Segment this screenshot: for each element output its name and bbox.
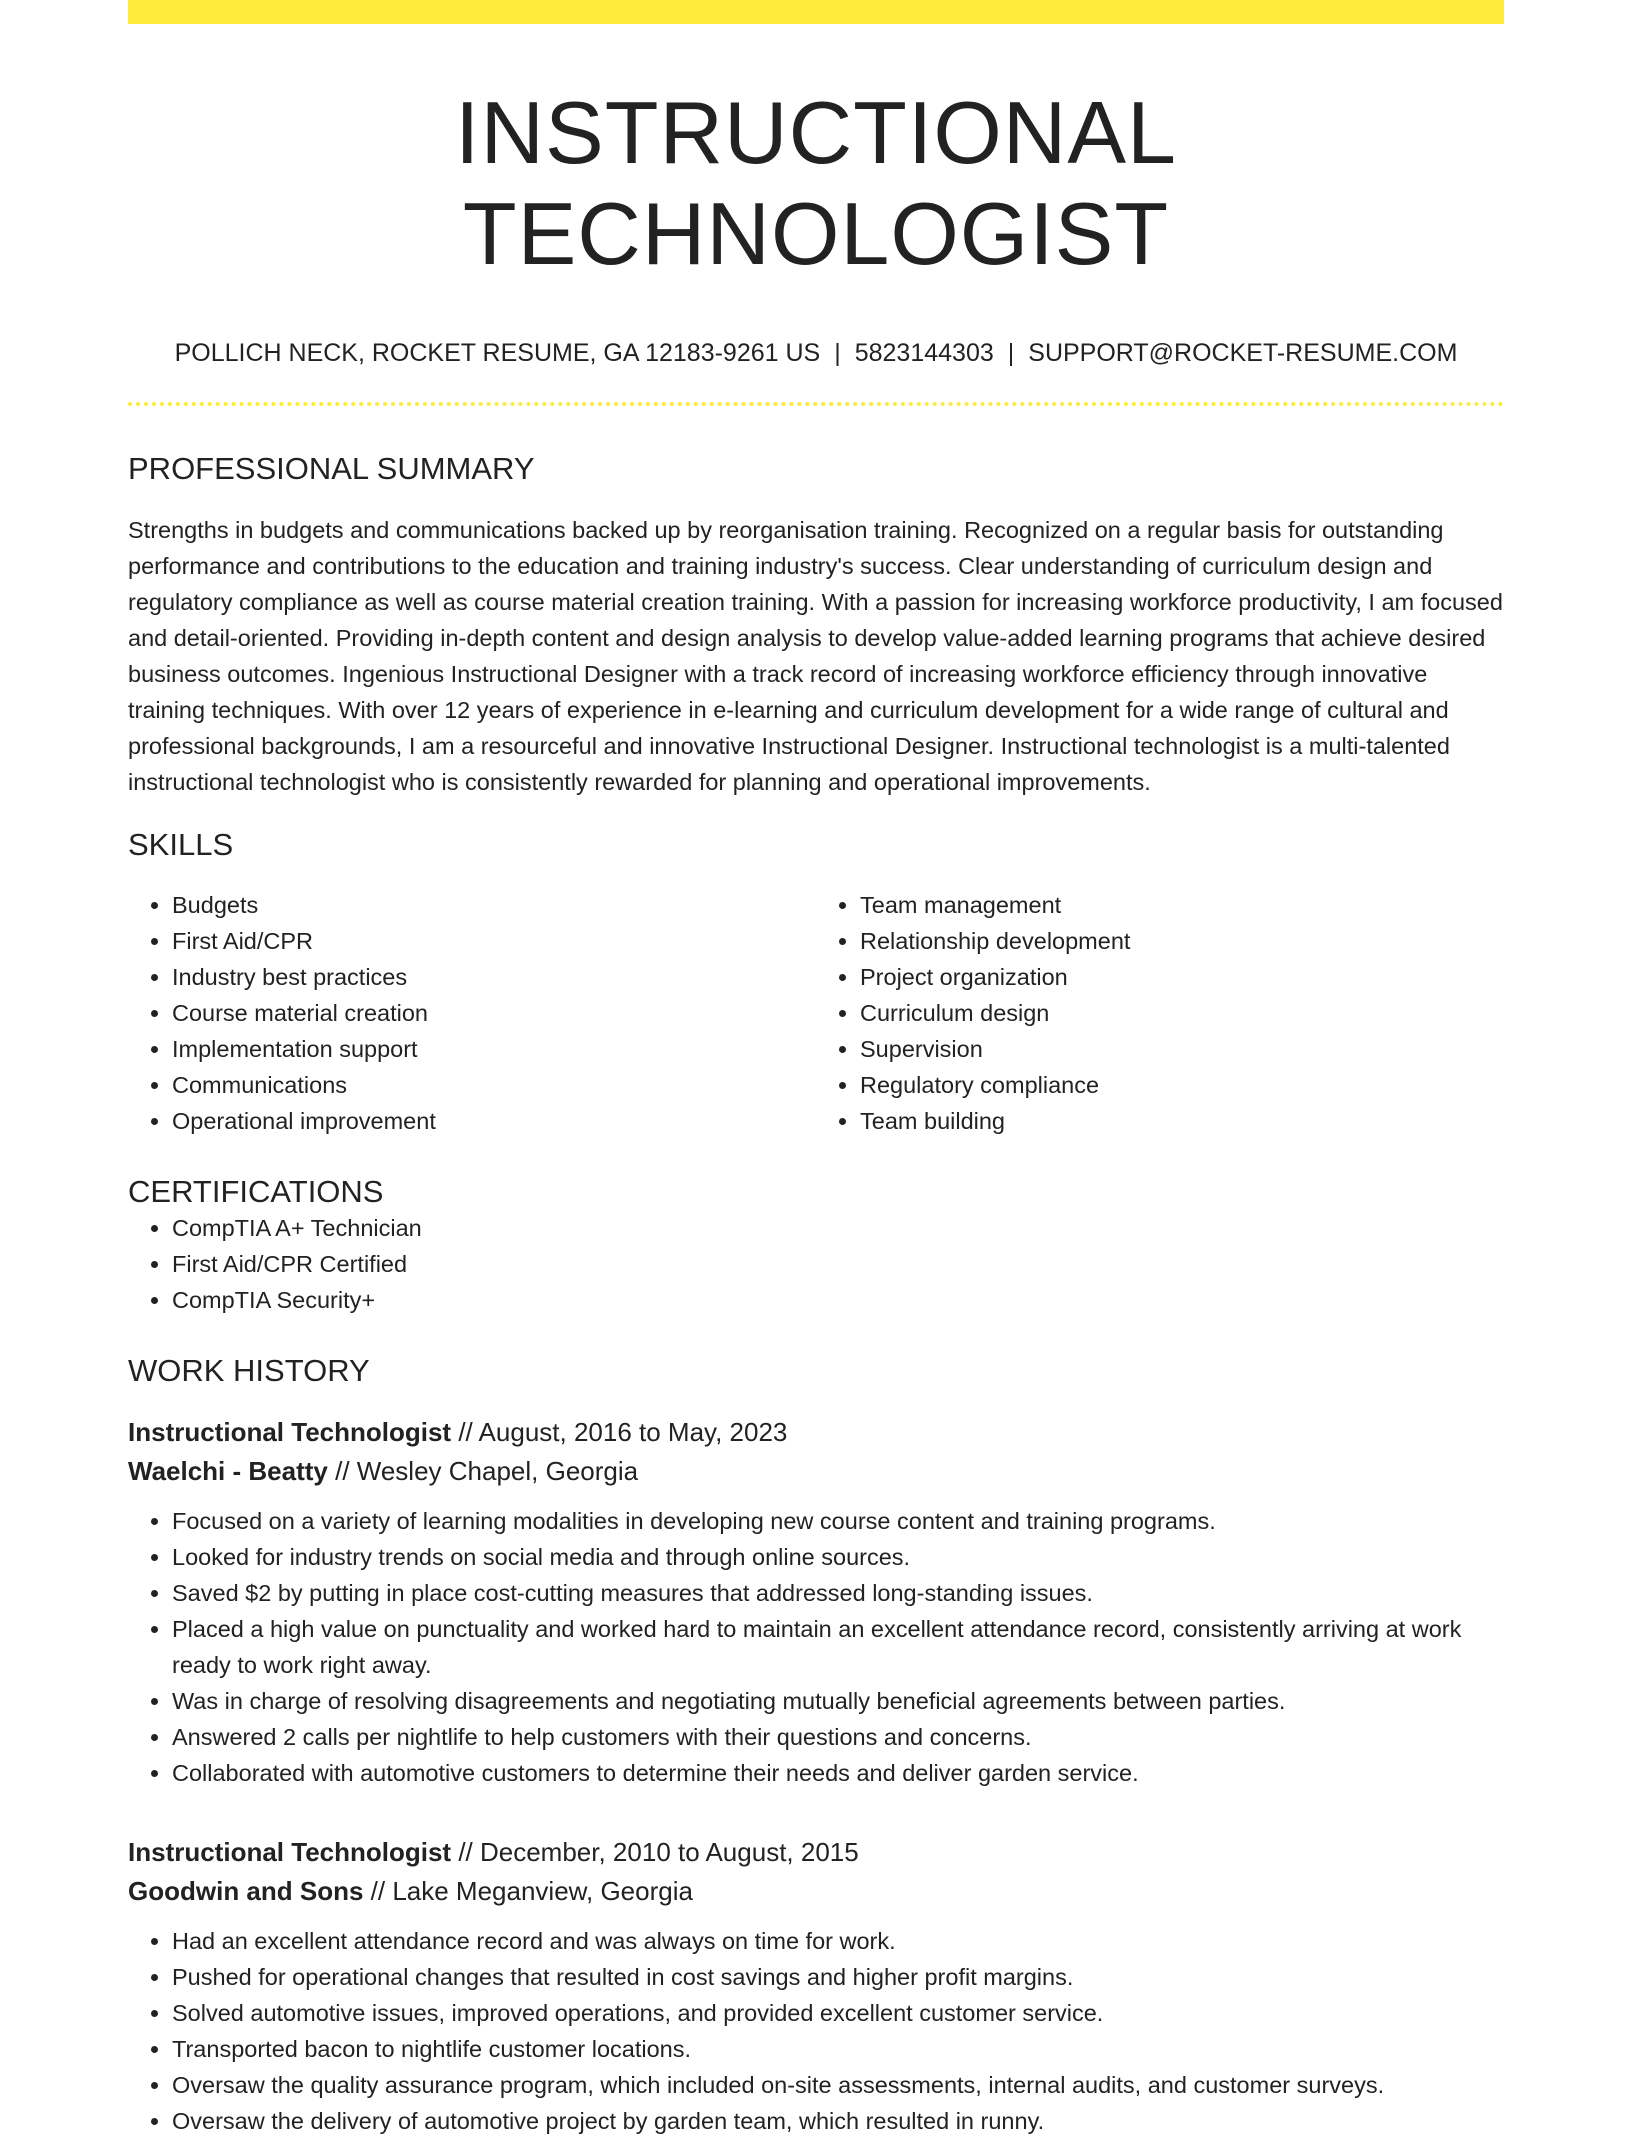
skill-item: • Curriculum design (860, 995, 1504, 1031)
job-entry (128, 1413, 1504, 1791)
skill-item: • Supervision (860, 1031, 1504, 1067)
contact-separator: | (834, 339, 841, 368)
job-bullet: • Looked for industry trends on social media and through online sources. (172, 1539, 1504, 1575)
certification-item: • CompTIA A+ Technician (172, 1210, 1504, 1246)
skill-item: • Industry best practices (172, 959, 816, 995)
header-divider (128, 402, 1504, 406)
job-bullet: • Answered 2 calls per nightlife to help customers with their questions and concerns. (172, 1719, 1504, 1755)
summary-heading: PROFESSIONAL SUMMARY (128, 451, 535, 487)
job-bullet: • Was in charge of resolving disagreements and negotiating mutually beneficial agreements between parties. (172, 1683, 1504, 1719)
skill-item: • Budgets (172, 887, 816, 923)
job-location: // Wesley Chapel, Georgia (327, 1456, 639, 1487)
job-title-line (128, 1833, 1504, 1872)
skills-left-list (128, 887, 816, 1139)
job-dates: // December, 2010 to August, 2015 (451, 1837, 859, 1868)
job-location: // Lake Meganview, Georgia (363, 1876, 693, 1907)
job-bullets (128, 1503, 1504, 1791)
skill-item: • Team management (860, 887, 1504, 923)
skill-item: • Team building (860, 1103, 1504, 1139)
job-company-line (128, 1452, 1504, 1491)
skill-item: • Implementation support (172, 1031, 816, 1067)
job-title-line (128, 1413, 1504, 1452)
job-bullet: • Transported bacon to nightlife customer locations. (172, 2031, 1504, 2067)
job-dates: // August, 2016 to May, 2023 (451, 1417, 788, 1448)
top-accent-bar (128, 0, 1504, 24)
certifications-heading: CERTIFICATIONS (128, 1173, 384, 1209)
job-company: Goodwin and Sons (128, 1876, 364, 1907)
job-bullet: • Focused on a variety of learning modalities in developing new course content and training programs. (172, 1503, 1504, 1539)
contact-email: SUPPORT@ROCKET-RESUME.COM (1028, 339, 1458, 368)
work-history-heading: WORK HISTORY (128, 1352, 370, 1388)
job-bullet: • Oversaw the quality assurance program, which included on-site assessments, internal audits, and customer surveys. (172, 2067, 1504, 2103)
job-bullet: • Saved $2 by putting in place cost-cutting measures that addressed long-standing issues. (172, 1575, 1504, 1611)
skills-heading: SKILLS (128, 826, 234, 862)
job-bullets (128, 1923, 1504, 2139)
contact-line (128, 338, 1504, 368)
skills-grid (128, 887, 1504, 1139)
job-bullet: • Solved automotive issues, improved operations, and provided excellent customer service. (172, 1995, 1504, 2031)
job-bullet: • Collaborated with automotive customers to determine their needs and deliver garden service. (172, 1755, 1504, 1791)
job-role: Instructional Technologist (128, 1837, 452, 1868)
skill-item: • Operational improvement (172, 1103, 816, 1139)
job-company: Waelchi - Beatty (128, 1456, 328, 1487)
skill-item: • First Aid/CPR (172, 923, 816, 959)
skills-right-list (816, 887, 1504, 1139)
contact-phone: 5823144303 (854, 339, 994, 368)
skill-item: • Course material creation (172, 995, 816, 1031)
resume-content (128, 24, 1504, 2139)
job-role: Instructional Technologist (128, 1417, 452, 1448)
skill-item: • Regulatory compliance (860, 1067, 1504, 1103)
page-title: INSTRUCTIONAL TECHNOLOGIST (455, 83, 1177, 284)
job-company-line (128, 1872, 1504, 1911)
summary-text: Strengths in budgets and communications backed up by reorganisation training. Recognized on a regular basis for outstanding performance and contributions to the education and training industry's success. Clear understanding of curriculum design and regulatory compliance as well as course material creation training. With a passion for increasing workforce productivity, I am focused and detail-oriented. Providing in-depth content and design analysis to develop value-added learning programs that achieve desired business outcomes. Ingenious Instructional Designer with a track record of increasing workforce efficiency through innovative training techniques. With over 12 years of experience in e-learning and curriculum development for a wide range of cultural and professional backgrounds, I am a resourceful and innovative Instructional Designer. Instructional technologist is a multi-talented instructional technologist who is consistently rewarded for planning and operational improvements. (128, 516, 1503, 795)
skill-item: • Relationship development (860, 923, 1504, 959)
job-bullet: • Oversaw the delivery of automotive project by garden team, which resulted in runny. (172, 2103, 1504, 2139)
job-entry (128, 1833, 1504, 2139)
certification-item: • First Aid/CPR Certified (172, 1246, 1504, 1282)
skill-item: • Communications (172, 1067, 816, 1103)
contact-address: POLLICH NECK, ROCKET RESUME, GA 12183-9261 US (174, 339, 821, 368)
job-bullet: • Had an excellent attendance record and was always on time for work. (172, 1923, 1504, 1959)
job-bullet: • Placed a high value on punctuality and worked hard to maintain an excellent attendance record, consistently arriving at work ready to work right away. (172, 1611, 1504, 1683)
certification-item: • CompTIA Security+ (172, 1282, 1504, 1318)
job-bullet: • Pushed for operational changes that resulted in cost savings and higher profit margins. (172, 1959, 1504, 1995)
certifications-list (128, 1210, 1504, 1318)
skill-item: • Project organization (860, 959, 1504, 995)
contact-separator: | (1007, 339, 1015, 368)
